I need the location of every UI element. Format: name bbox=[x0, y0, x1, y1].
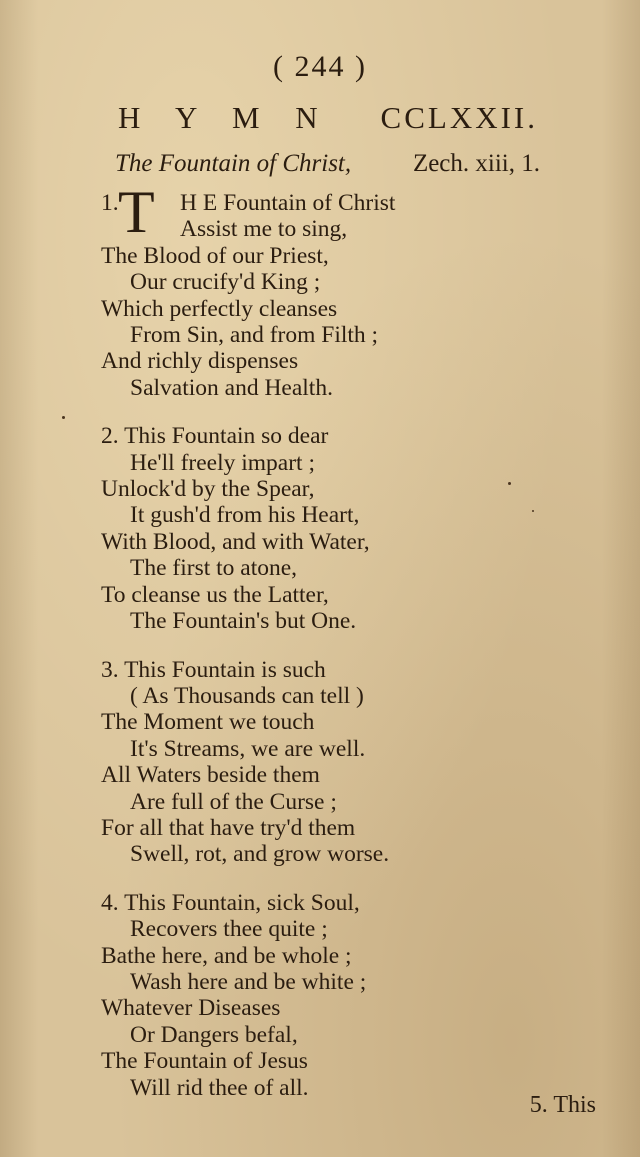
stanza-2 bbox=[0, 423, 640, 634]
stanza-line: Our crucify'd King ; bbox=[130, 269, 321, 296]
stanza-line: He'll freely impart ; bbox=[130, 449, 315, 476]
stanza-line bbox=[0, 423, 640, 449]
stanza-line: Assist me to sing, bbox=[180, 216, 348, 243]
line-text: This Fountain so dear bbox=[124, 423, 329, 450]
hymn-label: H Y M N bbox=[118, 100, 321, 135]
drop-cap: T bbox=[118, 179, 155, 245]
stanza-line: Which perfectly cleanses bbox=[101, 295, 338, 322]
stanza-line: Bathe here, and be whole ; bbox=[101, 942, 352, 969]
page-number: ( 244 ) bbox=[273, 50, 367, 83]
subtitle-text: The Fountain of Christ, bbox=[115, 150, 352, 177]
hymn-title bbox=[118, 100, 538, 136]
stanza-line: The Fountain of Jesus bbox=[101, 1048, 308, 1075]
stanza-3 bbox=[0, 657, 640, 868]
ink-speck bbox=[532, 510, 534, 512]
stanza-line: All Waters beside them bbox=[101, 762, 320, 789]
stanza-line: The first to atone, bbox=[130, 555, 298, 582]
stanza-line: To cleanse us the Latter, bbox=[101, 581, 329, 608]
stanza-4 bbox=[0, 890, 640, 1101]
stanza-line: The Blood of our Priest, bbox=[101, 242, 329, 269]
line-text: H E Fountain of Christ bbox=[180, 190, 396, 216]
stanza-line: Swell, rot, and grow worse. bbox=[130, 841, 390, 868]
stanza-line: The Moment we touch bbox=[101, 709, 315, 736]
stanza-line: Recovers thee quite ; bbox=[130, 916, 328, 943]
stanza-line: Or Dangers befal, bbox=[130, 1021, 298, 1048]
ink-speck bbox=[62, 416, 65, 419]
stanza-line: And richly dispenses bbox=[101, 348, 299, 375]
stanza-line: Unlock'd by the Spear, bbox=[101, 476, 315, 503]
stanza-line bbox=[0, 890, 640, 916]
stanza-line: Salvation and Health. bbox=[130, 374, 333, 401]
scripture-reference: Zech. xiii, 1. bbox=[412, 150, 540, 177]
stanza-number: 1. bbox=[101, 190, 119, 216]
stanza-line bbox=[0, 657, 640, 683]
stanza-number: 2. bbox=[101, 423, 119, 450]
stanza-1 bbox=[0, 179, 640, 401]
stanza-line: With Blood, and with Water, bbox=[101, 528, 370, 555]
stanza-line: From Sin, and from Filth ; bbox=[130, 322, 379, 349]
stanza-line: ( As Thousands can tell ) bbox=[130, 682, 364, 709]
catchword: 5. This bbox=[529, 1092, 596, 1118]
line-text: This Fountain, sick Soul, bbox=[124, 889, 360, 916]
stanza-line: It gush'd from his Heart, bbox=[130, 502, 360, 529]
stanza-line: Whatever Diseases bbox=[101, 995, 281, 1022]
stanza-line: Wash here and be white ; bbox=[130, 968, 367, 995]
hymn-verses bbox=[0, 179, 640, 1123]
stanza-line: Are full of the Curse ; bbox=[130, 788, 337, 815]
stanza-number: 3. bbox=[101, 656, 119, 683]
ink-speck bbox=[508, 482, 511, 485]
line-text: This Fountain is such bbox=[124, 656, 326, 683]
hymn-number: CCLXXII. bbox=[380, 100, 538, 135]
stanza-line: It's Streams, we are well. bbox=[130, 735, 366, 762]
stanza-line: Will rid thee of all. bbox=[130, 1074, 309, 1101]
stanza-line: The Fountain's but One. bbox=[130, 608, 357, 635]
hymn-subtitle bbox=[115, 150, 540, 178]
stanza-number: 4. bbox=[101, 889, 119, 916]
stanza-line: For all that have try'd them bbox=[101, 814, 356, 841]
